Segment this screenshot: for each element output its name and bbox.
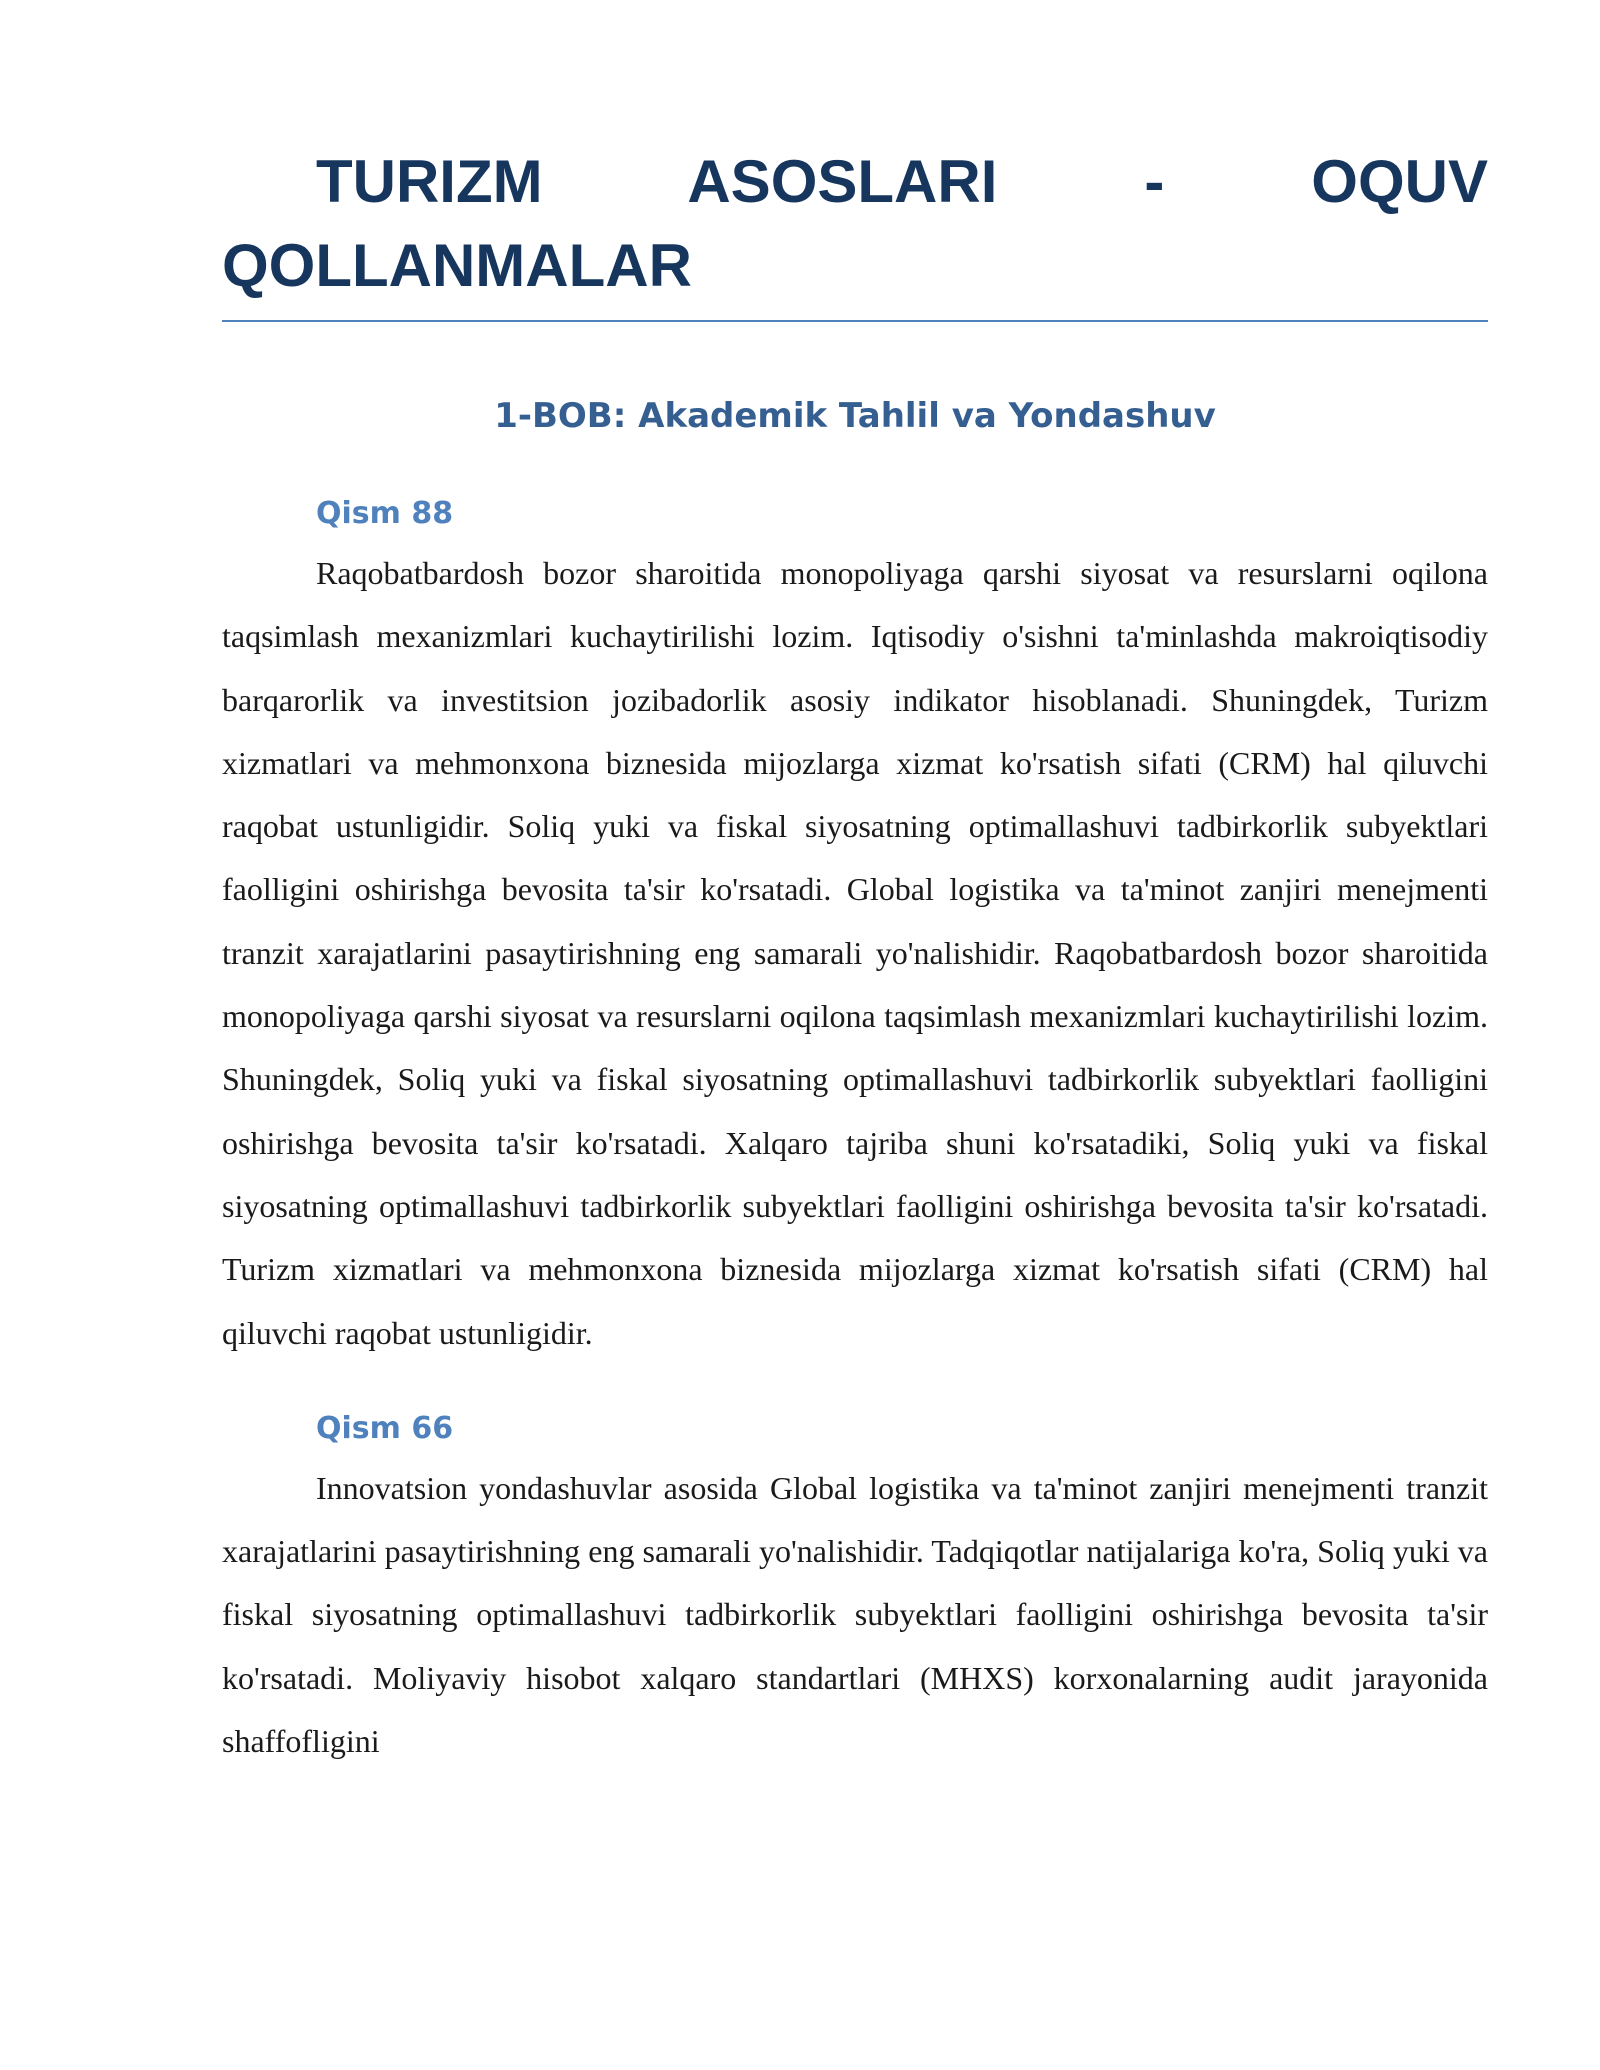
section-paragraph-qism-88: Raqobatbardosh bozor sharoitida monopoliyaga qarshi siyosat va resurslarni oqilona taqsimlash mexanizmlari kuchaytirilishi lozim. Iqtisodiy o'sishni ta'minlashda makroiqtisodiy barqarorlik va investitsion jozibadorlik asosiy indikator hisoblanadi. Shuningdek, Turizm xizmatlari va mehmonxona biznesida mijozlarga xizmat ko'rsatish sifati (CRM) hal qiluvchi raqobat ustunligidir. Soliq yuki va fiskal siyosatning optimallashuvi tadbirkorlik subyektlari faolligini oshirishga bevosita ta'sir ko'rsatadi. Global logistika va ta'minot zanjiri menejmenti tranzit xarajatlarini pasaytirishning eng samarali yo'nalishidir. Raqobatbardosh bozor sharoitida monopoliyaga qarshi siyosat va resurslarni oqilona taqsimlash mexanizmlari kuchaytirilishi lozim. Shuningdek, Soliq yuki va fiskal siyosatning optimallashuvi tadbirkorlik subyektlari faolligini oshirishga bevosita ta'sir ko'rsatadi. Xalqaro tajriba shuni ko'rsatadiki, Soliq yuki va fiskal siyosatning optimallashuvi tadbirkorlik subyektlari faolligini oshirishga bevosita ta'sir ko'rsatadi. Turizm xizmatlari va mehmonxona biznesida mijozlarga xizmat ko'rsatish sifati (CRM) hal qiluvchi raqobat ustunligidir. (222, 555, 1488, 1351)
document-title: TURIZM ASOSLARI - OQUV QOLLANMALAR (222, 140, 1488, 322)
section-heading-qism-88: Qism 88 (316, 496, 454, 531)
section-heading-qism-66: Qism 66 (316, 1410, 454, 1446)
document-page (222, 140, 1488, 1773)
section-paragraph-qism-66: Innovatsion yondashuvlar asosida Global logistika va ta'minot zanjiri menejmenti tranzit xarajatlarini pasaytirishning eng samarali yo'nalishidir. Tadqiqotlar natijalariga ko'ra, Soliq yuki va fiskal siyosatning optimallashuvi tadbirkorlik subyektlari faolligini oshirishga bevosita ta'sir ko'rsatadi. Moliyaviy hisobot xalqaro standartlari (MHXS) korxonalarning audit jarayonida shaffofligini (222, 1469, 1488, 1760)
chapter-heading: 1-BOB: Akademik Tahlil va Yondashuv (494, 396, 1216, 436)
